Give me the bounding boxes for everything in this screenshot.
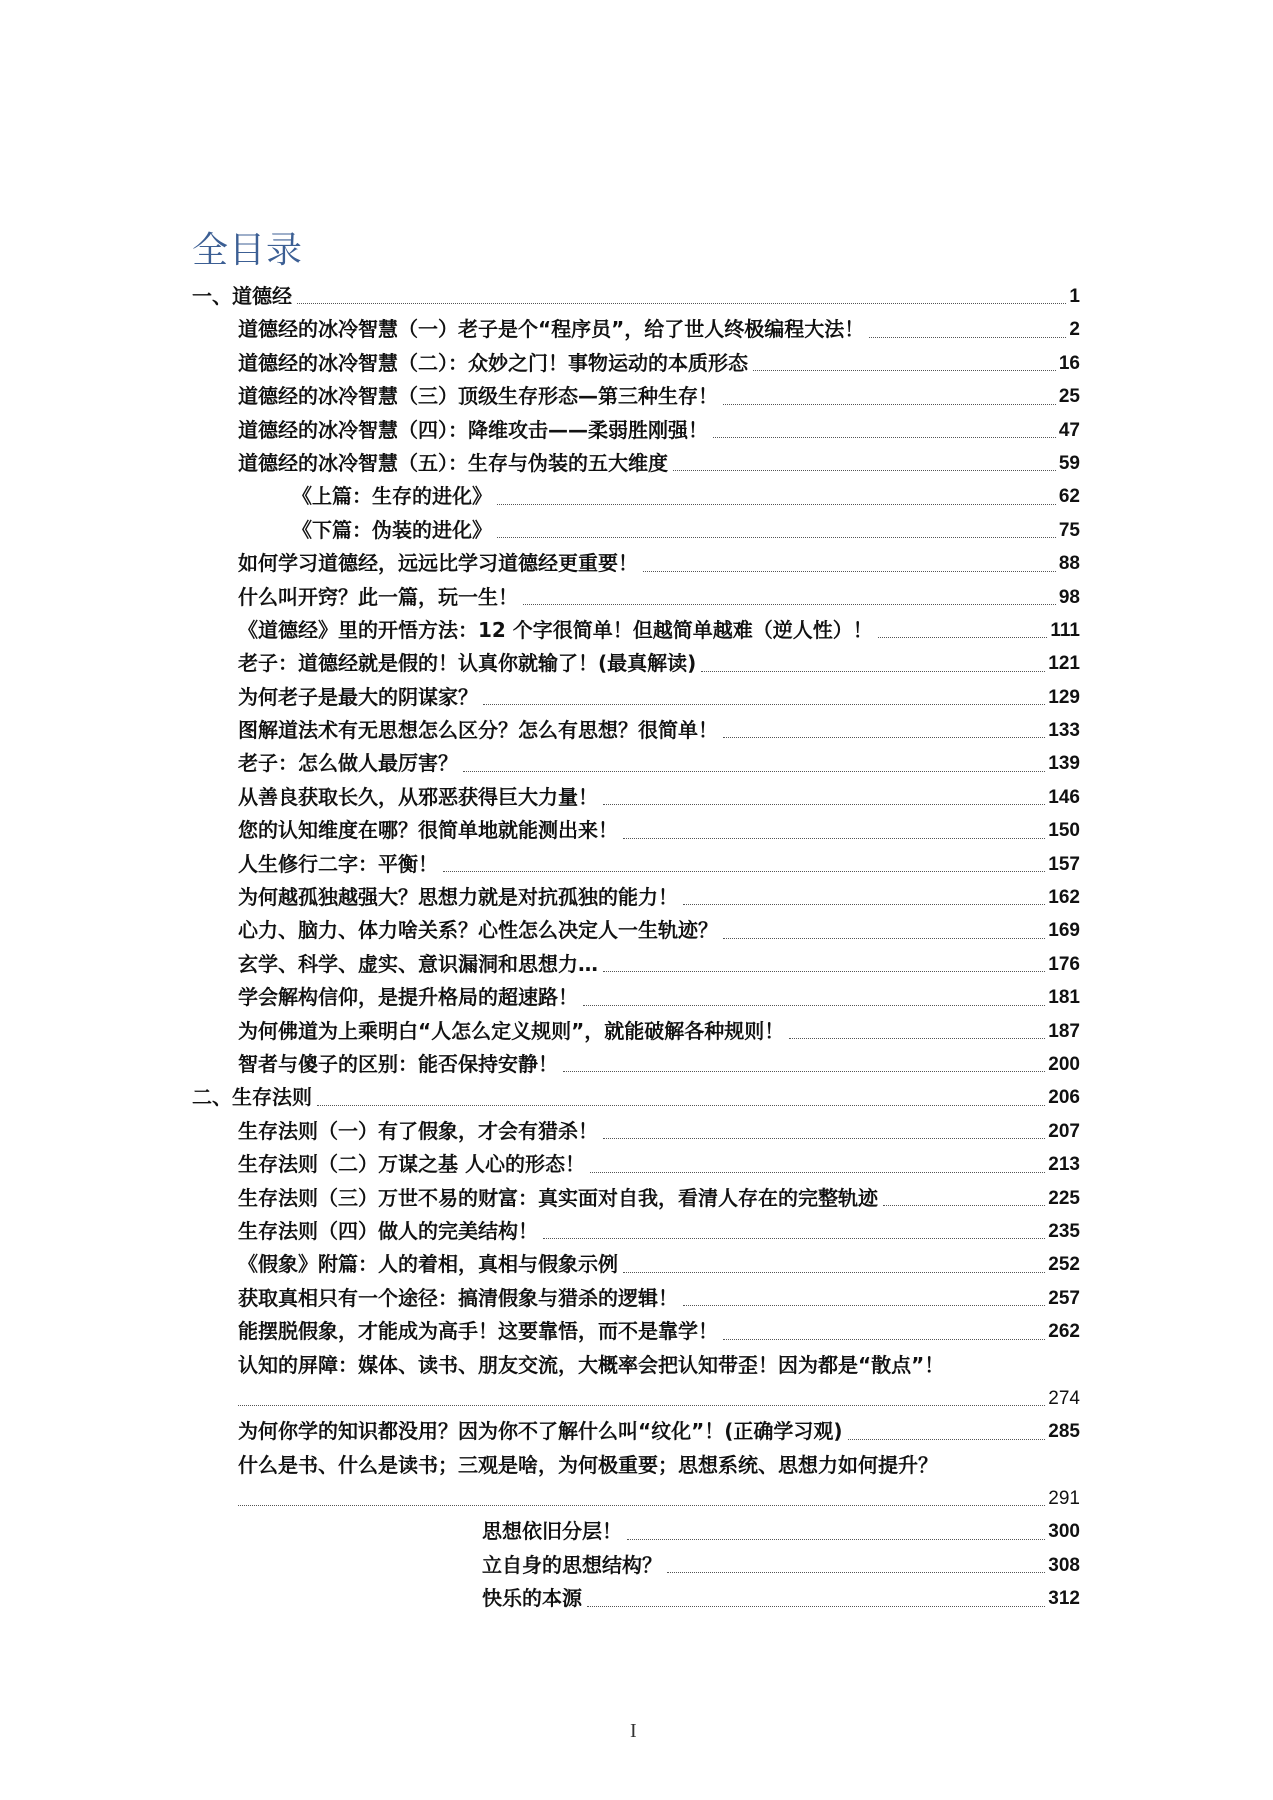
toc-entry-title: 智者与傻子的区别：能否保持安静！ (238, 1051, 558, 1076)
toc-entry-title: 道德经的冰冷智慧（一）老子是个“程序员”，给了世人终极编程大法！ (238, 317, 865, 342)
toc-entry-title: 如何学习道德经，远远比学习道德经更重要！ (238, 551, 638, 576)
toc-page-number: 25 (1058, 386, 1080, 408)
toc-entry[interactable] (192, 714, 1080, 747)
dot-leader (497, 503, 1056, 505)
toc-page-number: 150 (1048, 820, 1080, 842)
toc-page-number: 111 (1050, 619, 1080, 641)
dot-leader (523, 603, 1056, 605)
toc-entry-title: 《下篇：伪装的进化》 (292, 517, 492, 542)
dot-leader (701, 670, 1045, 672)
toc-entry-title: 心力、脑力、体力啥关系？心性怎么决定人一生轨迹？ (238, 918, 718, 943)
toc-page-number: 207 (1048, 1120, 1080, 1142)
dot-leader (713, 436, 1056, 438)
toc-entry[interactable] (192, 280, 1080, 313)
toc-entry-title: 玄学、科学、虚实、意识漏洞和思想力… (238, 951, 598, 976)
toc-entry[interactable] (192, 514, 1080, 547)
dot-leader (590, 1171, 1045, 1173)
toc-entry-title: 《假象》附篇：人的着相，真相与假象示例 (238, 1252, 618, 1277)
dot-leader (603, 1137, 1045, 1139)
toc-entry-title: 从善良获取长久，从邪恶获得巨大力量！ (238, 784, 598, 809)
toc-page-number: 88 (1058, 553, 1080, 575)
dot-leader (497, 536, 1056, 538)
toc-entry-title: 思想依旧分层！ (482, 1519, 622, 1544)
toc-entry-title: 图解道法术有无思想怎么区分？怎么有思想？很简单！ (238, 718, 718, 743)
dot-leader (667, 1571, 1045, 1573)
toc-entry-title: 为何佛道为上乘明白“人怎么定义规则”，就能破解各种规则！ (238, 1018, 785, 1043)
toc-entry[interactable] (192, 1081, 1080, 1114)
dot-leader (683, 1304, 1045, 1306)
toc-entry[interactable] (192, 614, 1080, 647)
toc-page-number: 300 (1048, 1521, 1080, 1543)
dot-leader (789, 1037, 1045, 1039)
toc-entry[interactable] (192, 581, 1080, 614)
dot-leader (623, 837, 1045, 839)
toc-entry[interactable] (192, 547, 1080, 580)
toc-entry-title: 为何越孤独越强大？思想力就是对抗孤独的能力！ (238, 885, 678, 910)
toc-entry[interactable] (192, 1415, 1080, 1448)
toc-entry[interactable] (192, 347, 1080, 380)
toc-entry[interactable] (192, 1048, 1080, 1081)
dot-leader (463, 770, 1045, 772)
toc-page-number: 47 (1058, 419, 1080, 441)
toc-entry[interactable] (192, 1482, 1080, 1515)
dot-leader (603, 803, 1045, 805)
dot-leader (723, 1338, 1045, 1340)
toc-entry-title[interactable]: 什么是书、什么是读书；三观是啥，为何极重要；思想系统、思想力如何提升？ (238, 1452, 938, 1477)
toc-entry-title: 道德经的冰冷智慧（四）：降维攻击——柔弱胜刚强！ (238, 417, 708, 442)
toc-entry-title: 生存法则（二）万谋之基 人心的形态！ (238, 1152, 585, 1177)
toc-page-number: 59 (1058, 452, 1080, 474)
toc-entry-title: 人生修行二字：平衡！ (238, 851, 438, 876)
dot-leader (883, 1204, 1045, 1206)
dot-leader (297, 302, 1066, 304)
toc-page-number: 187 (1048, 1020, 1080, 1042)
toc-page-number: 146 (1048, 786, 1080, 808)
toc-page-number: 1 (1069, 285, 1080, 307)
toc-page-number: 312 (1048, 1588, 1080, 1610)
toc-page-number: 157 (1048, 853, 1080, 875)
toc-entry-title: 老子：道德经就是假的！认真你就输了！(最真解读) (238, 651, 697, 676)
toc-entry-title: 学会解构信仰，是提升格局的超速路！ (238, 985, 578, 1010)
toc-entry-title: 能摆脱假象，才能成为高手！这要靠悟，而不是靠学！ (238, 1319, 718, 1344)
toc-entry[interactable] (192, 1215, 1080, 1248)
toc-page-number: 291 (1048, 1488, 1080, 1510)
toc-page-number: 16 (1058, 352, 1080, 374)
toc-entry-title: 《道德经》里的开悟方法：12 个字很简单！但越简单越难（逆人性）！ (238, 617, 873, 642)
dot-leader (238, 1404, 1045, 1406)
toc-page-number: 213 (1048, 1154, 1080, 1176)
toc-entry[interactable] (192, 1115, 1080, 1148)
toc-entry-title: 二、生存法则 (192, 1085, 312, 1110)
toc-entry[interactable] (192, 814, 1080, 847)
toc-entry-title: 什么叫开窍？此一篇，玩一生！ (238, 584, 518, 609)
toc-entry-title: 生存法则（一）有了假象，才会有猎杀！ (238, 1118, 598, 1143)
toc-entry[interactable] (192, 981, 1080, 1014)
dot-leader (583, 1004, 1045, 1006)
toc-entry[interactable] (192, 480, 1080, 513)
toc-entry[interactable] (192, 380, 1080, 413)
toc-entry-title: 立自身的思想结构？ (482, 1552, 662, 1577)
toc-page-number: 169 (1048, 920, 1080, 942)
toc-page-number: 257 (1048, 1287, 1080, 1309)
toc-entry[interactable] (192, 681, 1080, 714)
dot-leader (869, 336, 1066, 338)
toc-page-number: 274 (1048, 1387, 1080, 1409)
toc-entry[interactable] (192, 1582, 1080, 1615)
dot-leader (683, 903, 1045, 905)
toc-page-number: 2 (1069, 319, 1080, 341)
dot-leader (753, 369, 1056, 371)
dot-leader (723, 736, 1045, 738)
toc-entry[interactable] (192, 1015, 1080, 1048)
toc-entry[interactable] (192, 1282, 1080, 1315)
page-title: 全目录 (192, 230, 304, 271)
toc-page-number: 98 (1058, 586, 1080, 608)
dot-leader (238, 1504, 1045, 1506)
toc-page-number: 252 (1048, 1254, 1080, 1276)
toc-entry[interactable] (192, 1315, 1080, 1348)
toc-entry[interactable] (192, 1382, 1080, 1415)
toc-entry-title: 《上篇：生存的进化》 (292, 484, 492, 509)
toc-entry-title: 道德经的冰冷智慧（二）：众妙之门！事物运动的本质形态 (238, 350, 748, 375)
toc-page-number: 176 (1048, 953, 1080, 975)
dot-leader (603, 970, 1045, 972)
toc-page-number: 62 (1058, 486, 1080, 508)
toc-page-number: 129 (1048, 686, 1080, 708)
toc-entry[interactable] (192, 447, 1080, 480)
toc-entry[interactable] (192, 1549, 1080, 1582)
toc-entry[interactable] (192, 948, 1080, 981)
toc-page-number: 206 (1048, 1087, 1080, 1109)
dot-leader (483, 703, 1045, 705)
dot-leader (317, 1104, 1045, 1106)
dot-leader (723, 403, 1056, 405)
dot-leader (848, 1438, 1046, 1440)
toc-page-number: 308 (1048, 1554, 1080, 1576)
dot-leader (443, 870, 1045, 872)
toc-page-number: 181 (1048, 987, 1080, 1009)
toc-entry[interactable] (192, 313, 1080, 346)
toc-entry[interactable] (192, 1248, 1080, 1281)
toc-entry-title: 生存法则（三）万世不易的财富：真实面对自我，看清人存在的完整轨迹 (238, 1185, 878, 1210)
toc-entry-title: 老子：怎么做人最厉害？ (238, 751, 458, 776)
toc-entry[interactable] (192, 647, 1080, 680)
toc-entry[interactable] (192, 1148, 1080, 1181)
toc-entry-title: 获取真相只有一个途径：搞清假象与猎杀的逻辑！ (238, 1285, 678, 1310)
toc-entry[interactable] (192, 781, 1080, 814)
toc-entry[interactable] (192, 914, 1080, 947)
toc-entry-title: 您的认知维度在哪？很简单地就能测出来！ (238, 818, 618, 843)
toc-page-number: 75 (1058, 519, 1080, 541)
table-of-contents (192, 280, 1080, 1616)
toc-entry-title: 一、道德经 (192, 283, 292, 308)
toc-entry-title: 为何你学的知识都没用？因为你不了解什么叫“纹化”！(正确学习观) (238, 1419, 843, 1444)
dot-leader (623, 1271, 1045, 1273)
toc-entry[interactable] (192, 848, 1080, 881)
page-number: I (630, 1720, 637, 1742)
dot-leader (627, 1538, 1045, 1540)
toc-entry[interactable] (192, 881, 1080, 914)
dot-leader (878, 636, 1048, 638)
toc-page-number: 121 (1048, 653, 1080, 675)
toc-page-number: 285 (1048, 1421, 1080, 1443)
toc-entry[interactable] (192, 1182, 1080, 1215)
toc-entry-title: 道德经的冰冷智慧（五）：生存与伪装的五大维度 (238, 450, 668, 475)
toc-page-number: 262 (1048, 1321, 1080, 1343)
toc-entry-title[interactable]: 认知的屏障：媒体、读书、朋友交流，大概率会把认知带歪！因为都是“散点”！ (238, 1352, 945, 1377)
toc-page-number: 139 (1048, 753, 1080, 775)
toc-entry-title: 生存法则（四）做人的完美结构！ (238, 1218, 538, 1243)
dot-leader (643, 570, 1056, 572)
toc-page-number: 162 (1048, 887, 1080, 909)
toc-page-number: 235 (1048, 1220, 1080, 1242)
toc-entry[interactable] (192, 1515, 1080, 1548)
dot-leader (587, 1605, 1045, 1607)
dot-leader (723, 937, 1045, 939)
toc-page-number: 200 (1048, 1053, 1080, 1075)
toc-page-number: 225 (1048, 1187, 1080, 1209)
toc-entry[interactable] (192, 414, 1080, 447)
toc-entry-title: 为何老子是最大的阴谋家？ (238, 684, 478, 709)
toc-page-number: 133 (1048, 720, 1080, 742)
dot-leader (673, 469, 1056, 471)
toc-entry[interactable] (192, 747, 1080, 780)
dot-leader (543, 1237, 1045, 1239)
dot-leader (563, 1070, 1045, 1072)
toc-entry-title: 快乐的本源 (482, 1586, 582, 1611)
toc-entry-title: 道德经的冰冷智慧（三）顶级生存形态—第三种生存！ (238, 384, 718, 409)
